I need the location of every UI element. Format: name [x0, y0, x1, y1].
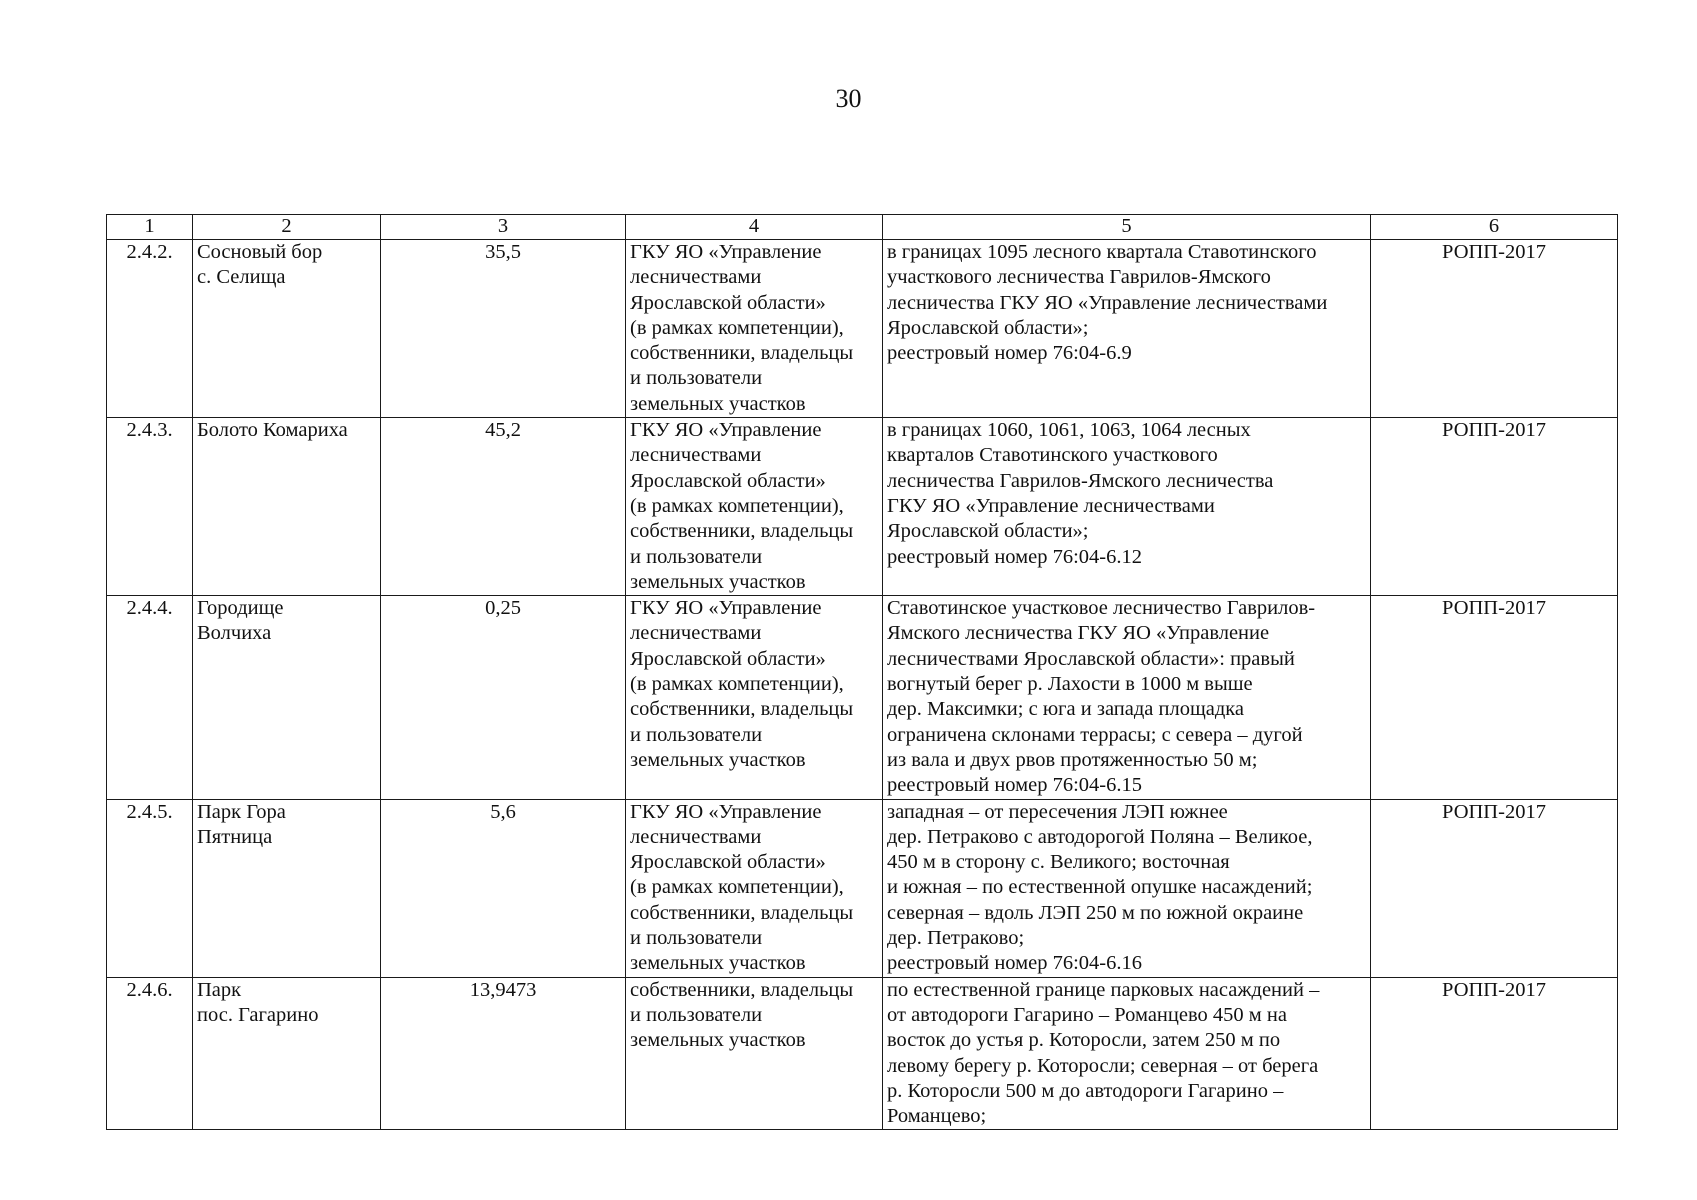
header-cell-6: 6 [1371, 215, 1618, 240]
status-cell: РОПП-2017 [1371, 418, 1618, 596]
area-name-cell-line: Сосновый бор [197, 241, 323, 263]
responsible-org-cell-line: ГКУ ЯО «Управление [630, 597, 822, 620]
boundaries-cell-line: дер. Петраково; [887, 927, 1025, 950]
responsible-org-cell-line: ГКУ ЯО «Управление [630, 241, 822, 263]
boundaries-cell-line: по естественной границе парковых насаждений – [887, 978, 1320, 1001]
responsible-org-cell [626, 977, 883, 1130]
boundaries-cell-line: Романцево; [887, 1105, 987, 1128]
responsible-org-cell-line: и пользователи [630, 1003, 763, 1026]
boundaries-cell-line: реестровый номер 76:04-6.9 [887, 342, 1132, 365]
header-row [107, 215, 1618, 240]
area-name-cell [193, 418, 381, 596]
row-number-cell: 2.4.2. [107, 240, 193, 418]
row-number-cell: 2.4.6. [107, 977, 193, 1130]
responsible-org-cell-line: (в рамках компетенции), [630, 316, 844, 339]
boundaries-cell-line: участкового лесничества Гаврилов-Ямского [887, 266, 1271, 289]
boundaries-cell-line: из вала и двух рвов протяженностью 50 м; [887, 748, 1258, 771]
boundaries-cell-line: кварталов Ставотинского участкового [887, 444, 1218, 467]
area-name-cell-line: Болото Комариха [197, 419, 348, 442]
table-body [107, 240, 1618, 1130]
boundaries-cell-line: северная – вдоль ЛЭП 250 м по южной окраине [887, 901, 1304, 924]
area-name-cell-line: Парк Гора [197, 800, 286, 823]
boundaries-cell-line: в границах 1095 лесного квартала Ставотинского [887, 241, 1317, 263]
boundaries-cell-line: в границах 1060, 1061, 1063, 1064 лесных [887, 419, 1251, 442]
boundaries-cell-line: 450 м в сторону с. Великого; восточная [887, 851, 1230, 874]
area-name-cell-line: Пятница [197, 825, 273, 848]
area-name-cell [193, 240, 381, 418]
table-row [107, 596, 1618, 799]
header-cell-2: 2 [193, 215, 381, 240]
boundaries-cell-line: лесничества Гаврилов-Ямского лесничества [887, 469, 1274, 492]
row-number-cell: 2.4.5. [107, 799, 193, 977]
status-cell: РОПП-2017 [1371, 240, 1618, 418]
area-size-cell: 13,9473 [381, 977, 626, 1130]
responsible-org-cell-line: земельных участков [630, 1029, 806, 1052]
responsible-org-cell-line: и пользователи [630, 927, 763, 950]
area-size-cell: 0,25 [381, 596, 626, 799]
boundaries-cell-line: Ямского лесничества ГКУ ЯО «Управление [887, 622, 1270, 645]
area-name-cell [193, 596, 381, 799]
boundaries-cell-line: ГКУ ЯО «Управление лесничествами [887, 494, 1215, 517]
responsible-org-cell-line: лесничествами [630, 825, 762, 848]
boundaries-cell-line: лесничествами Ярославской области»: правый [887, 647, 1295, 670]
responsible-org-cell-line: и пользователи [630, 545, 763, 568]
responsible-org-cell-line: собственники, владельцы [630, 978, 854, 1001]
area-size-cell: 5,6 [381, 799, 626, 977]
area-name-cell-line: Парк [197, 978, 242, 1001]
responsible-org-cell-line: собственники, владельцы [630, 901, 854, 924]
boundaries-cell-line: вогнутый берег р. Лахости в 1000 м выше [887, 673, 1253, 696]
responsible-org-cell-line: Ярославской области» [630, 469, 826, 492]
responsible-org-cell [626, 418, 883, 596]
responsible-org-cell-line: лесничествами [630, 266, 762, 289]
responsible-org-cell-line: ГКУ ЯО «Управление [630, 800, 822, 823]
boundaries-cell-line: Ставотинское участковое лесничество Гаврилов- [887, 597, 1316, 620]
area-name-cell [193, 977, 381, 1130]
area-size-cell: 45,2 [381, 418, 626, 596]
table-row [107, 240, 1618, 418]
header-cell-4: 4 [626, 215, 883, 240]
boundaries-cell [883, 418, 1371, 596]
responsible-org-cell-line: ГКУ ЯО «Управление [630, 419, 822, 442]
row-number-cell: 2.4.3. [107, 418, 193, 596]
responsible-org-cell [626, 240, 883, 418]
boundaries-cell-line: ограничена склонами террасы; с севера – дугой [887, 723, 1303, 746]
row-number-cell: 2.4.4. [107, 596, 193, 799]
boundaries-cell-line: и южная – по естественной опушке насаждений; [887, 876, 1313, 899]
boundaries-cell-line: реестровый номер 76:04-6.15 [887, 774, 1142, 797]
responsible-org-cell-line: (в рамках компетенции), [630, 494, 844, 517]
boundaries-cell-line: дер. Петраково с автодорогой Поляна – Великое, [887, 825, 1313, 848]
responsible-org-cell-line: собственники, владельцы [630, 698, 854, 721]
area-name-cell-line: с. Селища [197, 266, 286, 289]
table-row [107, 418, 1618, 596]
responsible-org-cell-line: Ярославской области» [630, 647, 826, 670]
status-cell: РОПП-2017 [1371, 799, 1618, 977]
boundaries-cell [883, 596, 1371, 799]
responsible-org-cell-line: лесничествами [630, 444, 762, 467]
boundaries-cell-line: Ярославской области»; [887, 316, 1089, 339]
status-cell: РОПП-2017 [1371, 596, 1618, 799]
boundaries-cell-line: западная – от пересечения ЛЭП южнее [887, 800, 1228, 823]
boundaries-cell-line: дер. Максимки; с юга и запада площадка [887, 698, 1245, 721]
header-cell-3: 3 [381, 215, 626, 240]
responsible-org-cell [626, 799, 883, 977]
boundaries-cell-line: лесничества ГКУ ЯО «Управление лесничествами [887, 291, 1328, 314]
table-row [107, 977, 1618, 1130]
boundaries-cell [883, 977, 1371, 1130]
boundaries-cell [883, 240, 1371, 418]
area-name-cell-line: Городище [197, 597, 284, 620]
boundaries-cell-line: реестровый номер 76:04-6.12 [887, 545, 1142, 568]
responsible-org-cell-line: и пользователи [630, 723, 763, 746]
responsible-org-cell-line: Ярославской области» [630, 851, 826, 874]
area-name-cell-line: пос. Гагарино [197, 1003, 319, 1026]
area-name-cell-line: Волчиха [197, 622, 272, 645]
boundaries-cell [883, 799, 1371, 977]
protected-areas-table [106, 214, 1618, 1130]
table-row [107, 799, 1618, 977]
area-size-cell: 35,5 [381, 240, 626, 418]
boundaries-cell-line: Ярославской области»; [887, 520, 1089, 543]
header-cell-1: 1 [107, 215, 193, 240]
responsible-org-cell [626, 596, 883, 799]
boundaries-cell-line: р. Которосли 500 м до автодороги Гагарино – [887, 1079, 1284, 1102]
responsible-org-cell-line: Ярославской области» [630, 291, 826, 314]
responsible-org-cell-line: земельных участков [630, 952, 806, 975]
boundaries-cell-line: восток до устья р. Которосли, затем 250 м по [887, 1029, 1281, 1052]
responsible-org-cell-line: (в рамках компетенции), [630, 876, 844, 899]
status-cell: РОПП-2017 [1371, 977, 1618, 1130]
responsible-org-cell-line: собственники, владельцы [630, 520, 854, 543]
header-cell-5: 5 [883, 215, 1371, 240]
responsible-org-cell-line: собственники, владельцы [630, 342, 854, 365]
boundaries-cell-line: реестровый номер 76:04-6.16 [887, 952, 1142, 975]
responsible-org-cell-line: земельных участков [630, 748, 806, 771]
responsible-org-cell-line: земельных участков [630, 392, 806, 415]
boundaries-cell-line: левому берегу р. Которосли; северная – от берега [887, 1054, 1319, 1077]
responsible-org-cell-line: земельных участков [630, 570, 806, 593]
page-number: 30 [835, 84, 862, 113]
boundaries-cell-line: от автодороги Гагарино – Романцево 450 м на [887, 1003, 1287, 1026]
responsible-org-cell-line: (в рамках компетенции), [630, 673, 844, 696]
responsible-org-cell-line: лесничествами [630, 622, 762, 645]
responsible-org-cell-line: и пользователи [630, 367, 763, 390]
area-name-cell [193, 799, 381, 977]
